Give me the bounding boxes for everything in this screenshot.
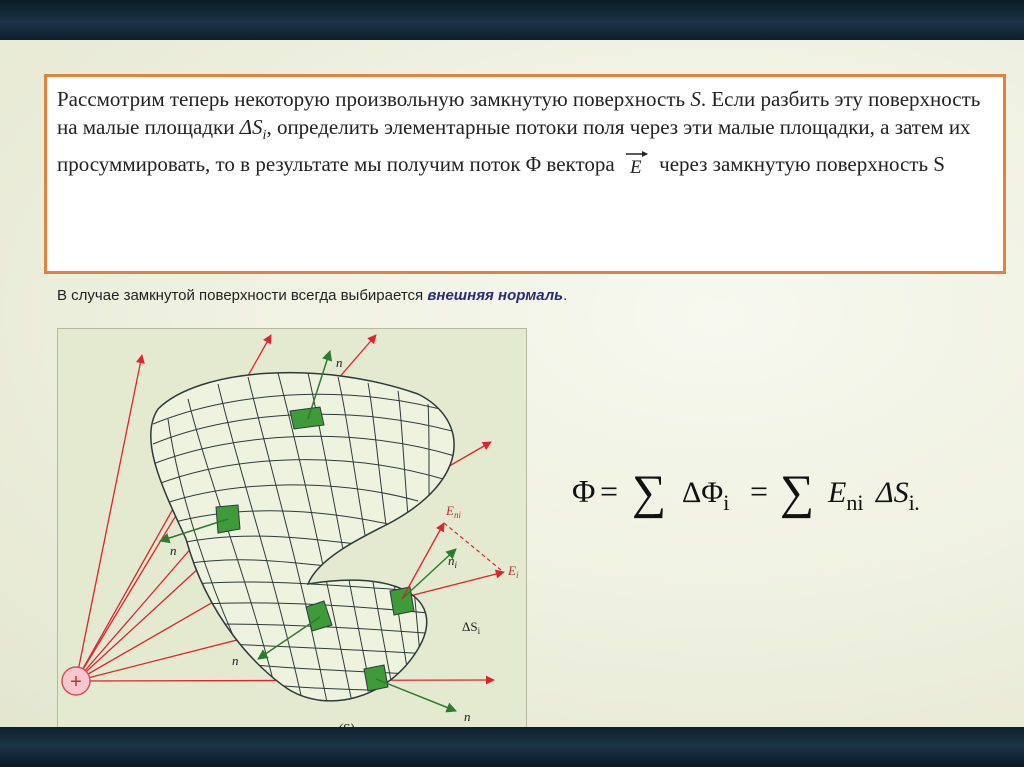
delta-phi: $\Delta\Phi_i$ [682,476,730,515]
normal-bottom [376,679,456,711]
bottom-decor-band [0,727,1024,767]
definition-text-box [44,74,1006,274]
delta-s-symbol: $\Delta S_i$ [239,115,267,144]
normal-label-top: n [336,355,343,370]
flux-diagram [58,329,526,745]
normal-label-middle: n [232,653,239,668]
slide [0,40,1024,727]
closed-surface-figure [57,328,527,746]
point-charge [62,667,90,695]
equals-1: = [600,473,619,509]
flux-formula [570,458,950,528]
paragraph-text-1: Рассмотрим теперь некоторую произвольную замкнутую поверхность [57,87,691,111]
paragraph-text-4: через замкнутую поверхность S [653,152,945,177]
equals-2: = [750,473,769,509]
e-ni: $E_{ni}$ [828,476,864,515]
vector-e-symbol [624,155,650,177]
delta-s-i: $\Delta S_i$. [876,476,921,515]
area-i-label: $\Delta S_i$ [462,619,481,636]
outer-normal-note: В случае замкнутой поверхности всегда выбирается внешняя нормаль. [57,287,568,304]
sum-2: ∑ [780,466,815,519]
normal-label-left: n [170,543,177,558]
field-ni-vector [402,523,444,599]
surface-symbol: S [690,87,701,111]
svg-text:E: E [629,157,642,179]
field-i-label: $E_i$ [508,563,519,580]
outer-normal-emphasis: внешняя нормаль [427,287,564,304]
normal-label-bottom: n [464,709,471,724]
normal-i-label: $n_i$ [448,553,458,570]
definition-paragraph [57,85,993,178]
phi-symbol: Φ [572,473,596,509]
patch-bottom [364,665,388,691]
svg-text:+: + [70,671,82,693]
top-decor-band [0,0,1024,40]
field-ni-label: $E_{ni}$ [446,503,461,520]
paragraph-text-3: , определить элементарные потоки поля через эти малые площадки, а затем их просуммировать, то в результате мы получим поток Φ вектора [57,115,971,177]
patch-top [290,407,324,429]
paragraph-text-2: . Если разбить эту поверхность на малые площадки [57,87,981,139]
sum-1: ∑ [632,466,667,519]
